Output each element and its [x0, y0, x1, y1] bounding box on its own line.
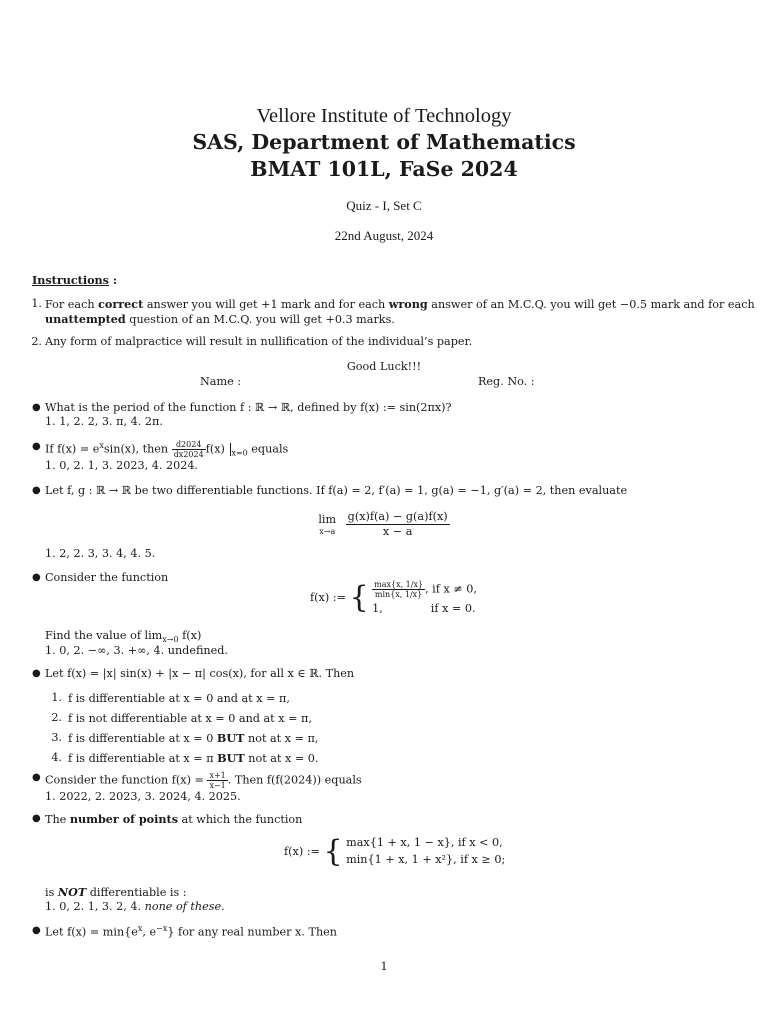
piecewise-cases [346, 836, 505, 867]
question-text: Consider the function [45, 571, 169, 584]
instruction-text [45, 297, 758, 327]
bullet-icon: ● [32, 402, 41, 413]
lim-subscript: x→a [319, 527, 336, 536]
question-text [45, 885, 752, 900]
instruction-num: 2. [31, 335, 42, 348]
fraction-denominator: dx2024 [173, 450, 204, 459]
question-text [45, 924, 752, 940]
bold-not: NOT [57, 885, 87, 899]
fraction-numerator: max{x, 1/x} [374, 580, 424, 589]
text-run: , e [142, 925, 157, 939]
good-luck: Good Luck!!! [346, 360, 422, 373]
case-value: 1, [372, 602, 383, 615]
option-text: f is differentiable at x = 0 BUT not at x = π, [68, 731, 319, 745]
option-text: f is not differentiable at x = 0 and at x = π, [68, 712, 312, 725]
case-condition: , if x ≠ 0, [425, 582, 477, 596]
bold-correct: correct [98, 297, 144, 311]
department-title: SAS, Department of Mathematics [192, 130, 576, 154]
derivative-fraction [172, 440, 206, 459]
question-options: 1. 2, 2. 3, 3. 4, 4. 5. [45, 547, 156, 560]
left-brace-icon: { [349, 580, 369, 615]
quiz-date: 22nd August, 2024 [334, 228, 434, 243]
superscript: x [99, 440, 104, 450]
case-condition: if x = 0. [430, 602, 476, 615]
text-run: answer of an M.C.Q. you will get −0.5 mark and for each [427, 298, 755, 311]
page-number: 1 [380, 960, 388, 973]
piecewise-definition-2 [284, 833, 506, 869]
instruction-text: Any form of malpractice will result in nullification of the individual’s paper. [45, 335, 473, 348]
bullet-icon: ● [32, 485, 41, 496]
text-run: question of an M.C.Q. you will get +0.3 marks. [125, 313, 395, 326]
question-options: 1. 1, 2. 2, 3. π, 4. 2π. [45, 415, 163, 428]
text-run: equals [247, 442, 289, 456]
question-1 [32, 401, 752, 429]
name-label: Name : [200, 375, 242, 388]
function-fraction [207, 771, 227, 790]
text-run: } for any real number x. Then [167, 925, 337, 939]
limit-operator [318, 513, 336, 536]
text-run: at which the function [178, 813, 303, 826]
option-row [50, 731, 750, 751]
bullet-icon: ● [32, 772, 41, 783]
text-run: Let f(x) = min{e [45, 925, 138, 939]
question-8 [32, 924, 752, 940]
option-num: 4. [51, 751, 62, 764]
piecewise-lhs: f(x) := [310, 591, 346, 604]
bullet-icon: ● [32, 813, 41, 824]
case-fraction [372, 580, 425, 599]
text-run: 1. 0, 2. 1, 3. 2, 4. [45, 900, 145, 913]
instructions-heading [32, 273, 117, 287]
lim-text: lim [318, 513, 337, 526]
question-text [45, 629, 752, 644]
question-3 [32, 484, 752, 498]
instructions-heading-text: Instructions [32, 273, 109, 287]
question-text [45, 440, 752, 459]
question-text [45, 771, 752, 790]
text-run: f(x) [178, 629, 202, 642]
option-num: 2. [51, 711, 62, 724]
left-brace-icon: { [323, 833, 343, 869]
case-2: min{1 + x, 1 + x²}, if x ≥ 0; [346, 853, 506, 866]
option-num: 1. [51, 691, 62, 704]
text-run: If f(x) = e [45, 442, 100, 456]
lim-subscript: x→0 [162, 635, 179, 645]
question-options: 1. 0, 2. 1, 3. 2023, 4. 2024. [45, 459, 198, 472]
text-run: The [45, 813, 70, 826]
instruction-num: 1. [31, 297, 42, 310]
fraction-denominator: x − a [382, 525, 413, 538]
case-2 [372, 602, 477, 616]
instructions-heading-suffix: : [109, 273, 118, 287]
bold-wrong: wrong [388, 297, 428, 311]
bold-unattempted: unattempted [45, 312, 126, 326]
piecewise-cases [372, 580, 477, 616]
option-row [50, 711, 750, 731]
superscript: −x [156, 924, 168, 933]
fraction-denominator: x−1 [209, 781, 226, 790]
question-5 [32, 667, 752, 681]
instruction-item-1 [28, 297, 758, 327]
question-6 [32, 771, 752, 804]
text-run: For each [45, 298, 99, 311]
option-row [50, 691, 750, 711]
text-run: Find the value of lim [45, 629, 163, 642]
question-options: 1. 2022, 2. 2023, 3. 2024, 4. 2025. [45, 790, 241, 803]
piecewise-definition [310, 580, 477, 616]
bullet-icon: ● [32, 925, 41, 936]
superscript: x [137, 924, 143, 933]
question-options: 1. 0, 2. −∞, 3. +∞, 4. undefined. [45, 644, 228, 658]
question-5-options [50, 691, 750, 771]
text-run: f(x) [205, 442, 225, 456]
text-run: answer you will get +1 mark and for each [143, 298, 389, 311]
fraction-numerator: d2024 [172, 440, 206, 450]
text-run: . Then f(f(2024)) equals [227, 773, 362, 787]
quiz-set: Quiz - I, Set C [346, 198, 422, 213]
question-3-options [32, 547, 752, 561]
bullet-icon: ● [32, 441, 41, 452]
text-run: sin(x), then [103, 442, 172, 456]
text-run: differentiable is : [86, 886, 187, 899]
bold-number-of-points: number of points [69, 812, 178, 826]
reg-no-label: Reg. No. : [478, 375, 535, 388]
fraction-denominator: min{x, 1/x} [374, 590, 423, 599]
evaluation-subscript: x=0 [231, 448, 248, 458]
piecewise-lhs: f(x) := [284, 844, 320, 858]
fraction-numerator: g(x)f(a) − g(a)f(x) [347, 510, 448, 523]
question-text [45, 812, 752, 827]
institute-title: Vellore Institute of Technology [256, 105, 512, 127]
instruction-item-2 [28, 335, 758, 349]
option-row [50, 751, 750, 771]
limit-fraction [346, 510, 450, 539]
question-text: Let f, g : ℝ → ℝ be two differentiable functions. If f(a) = 2, f′(a) = 1, g(a) = −1, g′(a) = 2, then evaluate [45, 484, 628, 497]
case-1: max{1 + x, 1 − x}, if x < 0, [346, 836, 503, 849]
limit-display [0, 510, 768, 539]
question-7-after [32, 885, 752, 914]
bullet-icon: ● [32, 668, 41, 679]
text-run: is [45, 886, 58, 899]
option-num: 3. [51, 731, 62, 744]
question-2 [32, 440, 752, 473]
case-1 [372, 580, 477, 602]
option-text: f is differentiable at x = π BUT not at x = 0. [68, 751, 319, 765]
bullet-icon: ● [32, 572, 41, 583]
question-text: Let f(x) = |x| sin(x) + |x − π| cos(x), for all x ∈ ℝ. Then [45, 667, 355, 680]
course-title: BMAT 101L, FaSe 2024 [250, 157, 518, 181]
question-options [45, 900, 752, 914]
option-text: f is differentiable at x = 0 and at x = π, [68, 692, 290, 705]
question-7 [32, 812, 752, 827]
fraction-numerator: x+1 [209, 771, 226, 780]
question-4-find [32, 629, 752, 658]
question-text: What is the period of the function f : ℝ → ℝ, defined by f(x) := sin(2πx)? [45, 401, 452, 414]
text-run: Consider the function f(x) = [45, 773, 208, 787]
italic-none-of-these: none of these. [144, 900, 225, 913]
